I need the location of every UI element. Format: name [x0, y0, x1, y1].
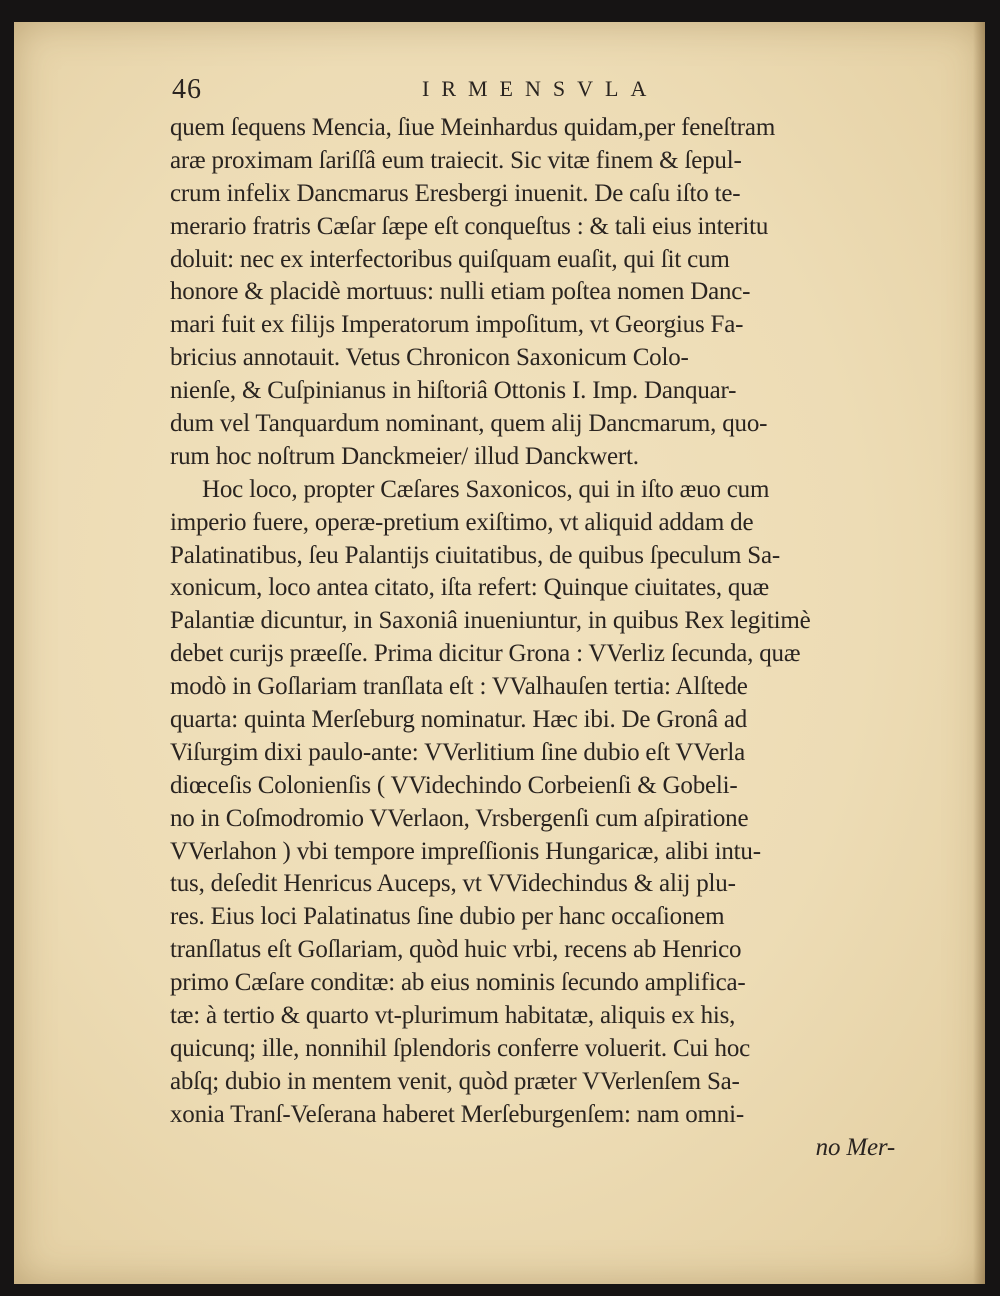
text-line: xonia Tranſ-Veſerana haberet Merſeburgenſem: nam omni- [170, 1100, 744, 1128]
text-line: imperio fuere, operæ-pretium exiſtimo, vt aliquid addam de [170, 508, 754, 536]
page-header [172, 72, 892, 112]
text-line: primo Cæſare conditæ: ab eius nominis ſecundo amplifica- [170, 969, 746, 997]
text-line: diœceſis Colonienſis ( VVidechindo Corbeienſi & Gobeli- [170, 771, 738, 799]
text-line: no in Coſmodromio VVerlaon, Vrsbergenſi cum aſpiratione [170, 804, 749, 832]
text-line: tæ: à tertio & quarto vt-plurimum habitatæ, aliquis ex his, [170, 1002, 736, 1030]
text-line: modò in Goſlariam tranſlata eſt : VValhauſen tertia: Alſtede [170, 673, 748, 701]
text-line: honore & placidè mortuus: nulli etiam poſtea nomen Danc- [170, 278, 751, 306]
text-line: crum infelix Dancmarus Eresbergi inuenit. De caſu iſto te- [170, 179, 741, 207]
text-line: tus, deſedit Henricus Auceps, vt VVidechindus & alij plu- [170, 870, 736, 898]
text-line: quicunq; ille, nonnihil ſplendoris conferre voluerit. Cui hoc [170, 1034, 751, 1062]
paragraph-start-line: Hoc loco, propter Cæſares Saxonicos, qui in iſto æuo cum [202, 475, 770, 503]
text-line: doluit: nec ex interfectoribus quiſquam euaſit, qui ſit cum [170, 245, 730, 273]
text-line: quarta: quinta Merſeburg nominatur. Hæc ibi. De Gronâ ad [170, 706, 748, 734]
text-line: VVerlahon ) vbi tempore impreſſionis Hungaricæ, alibi intu- [170, 837, 761, 865]
text-line: dum vel Tanquardum nominant, quem alij Dancmarum, quo- [170, 410, 768, 438]
catchword: no Mer- [815, 1133, 895, 1161]
page-number: 46 [172, 74, 202, 105]
text-line: bricius annotauit. Vetus Chronicon Saxonicum Colo- [170, 344, 689, 372]
text-line: rum hoc noſtrum Danckmeier/ illud Danckwert. [170, 442, 639, 470]
text-line: abſq; dubio in mentem venit, quòd præter VVerlenſem Sa- [170, 1067, 740, 1095]
page-edge-shadow [973, 22, 985, 1284]
text-line: aræ proximam ſariſſâ eum traiecit. Sic vitæ finem & ſepul- [170, 146, 742, 174]
text-line: debet curijs præeſſe. Prima dicitur Grona : VVerliz ſecunda, quæ [170, 640, 801, 668]
text-line: xonicum, loco antea citato, iſta refert: Quinque ciuitates, quæ [170, 574, 770, 602]
text-line: merario fratris Cæſar ſæpe eſt conqueſtus : & tali eius interitu [170, 212, 769, 240]
text-line: mari fuit ex filijs Imperatorum impoſitum, vt Georgius Fa- [170, 311, 744, 339]
text-line: quem ſequens Mencia, ſiue Meinhardus quidam,per feneſtram [170, 114, 776, 141]
text-line: nienſe, & Cuſpinianus in hiſtoriâ Ottonis I. Imp. Danquar- [170, 377, 737, 405]
text-line: tranſlatus eſt Goſlariam, quòd huic vrbi, recens ab Henrico [170, 936, 742, 964]
running-title: IRMENSVLA [422, 76, 659, 101]
text-line: Palatinatibus, ſeu Palantijs ciuitatibus, de quibus ſpeculum Sa- [170, 541, 781, 569]
text-line: Palantiæ dicuntur, in Saxoniâ inueniuntur, in quibus Rex legitimè [170, 607, 811, 635]
body-text [170, 112, 895, 1165]
text-line: Viſurgim dixi paulo-ante: VVerlitium ſine dubio eſt VVerla [170, 738, 746, 766]
text-line: res. Eius loci Palatinatus ſine dubio per hanc occaſionem [170, 903, 725, 931]
